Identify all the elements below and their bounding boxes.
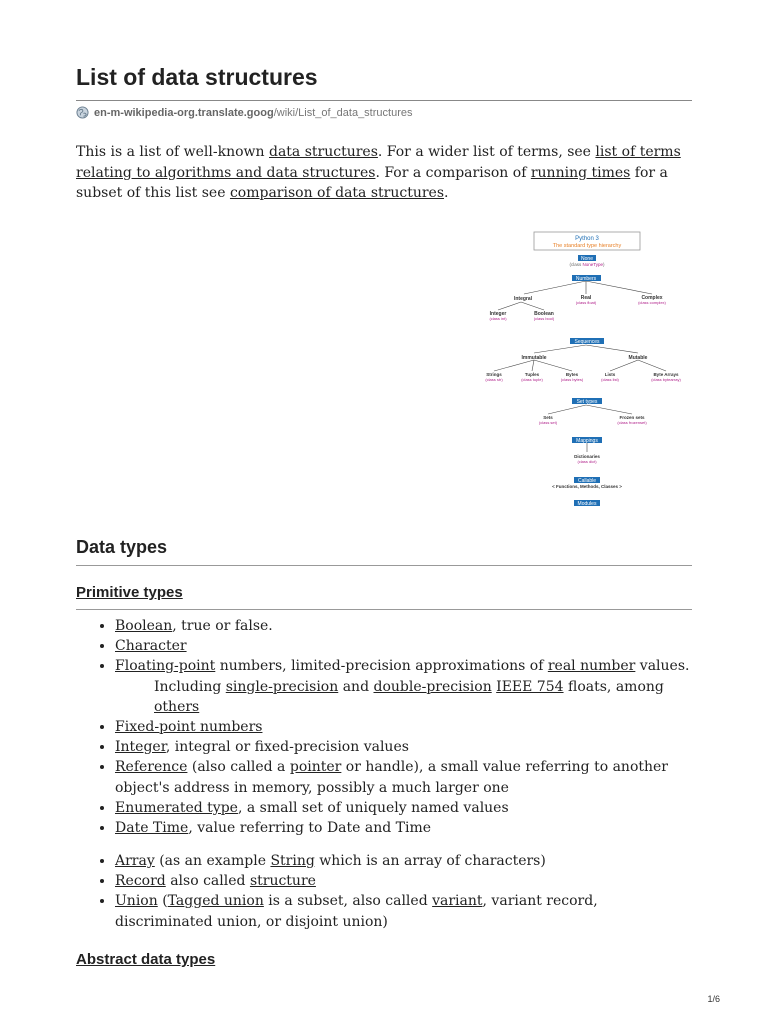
item-text: , a small set of uniquely named values <box>237 799 509 816</box>
item-text: , true or false. <box>172 618 273 634</box>
item-text: or handle), a small value referring to another object's address in memory, possibly a much larger one <box>115 759 668 796</box>
tagged-union-link[interactable]: Tagged union <box>167 893 264 910</box>
node-frozensets: Frozen sets <box>619 415 645 420</box>
node-sequences: Sequences <box>574 339 600 345</box>
boolean-link[interactable]: Boolean <box>115 618 173 634</box>
item-text: values. <box>635 658 690 675</box>
fixed-point-link[interactable]: Fixed-point numbers <box>115 719 263 736</box>
node-immutable: Immutable <box>521 355 547 361</box>
node-sets: Sets <box>543 415 553 420</box>
floating-point-link[interactable]: Floating-point <box>115 658 216 675</box>
item-text: Including <box>154 678 226 695</box>
primitive-types-list <box>76 616 692 838</box>
list-item <box>115 757 692 797</box>
enumerated-type-link[interactable]: Enumerated type <box>115 799 238 816</box>
globe-icon <box>76 106 89 119</box>
list-item <box>115 717 692 737</box>
node-none-class: (class NoneType) <box>569 262 605 267</box>
node-lists-class: (class list) <box>601 377 619 382</box>
node-integer: Integer <box>489 311 507 317</box>
page-title: List of data structures <box>76 64 318 90</box>
section-heading-data-types: Data types <box>76 537 168 557</box>
node-integral: Integral <box>513 296 533 302</box>
variant-link[interactable]: variant <box>432 893 483 910</box>
node-bytes: Bytes <box>565 372 579 377</box>
list-item <box>115 798 692 818</box>
item-text: (as an example <box>154 853 271 869</box>
subsection-divider <box>76 609 692 610</box>
page-number: 1/6 <box>707 994 720 1004</box>
node-strings: Strings <box>486 372 502 377</box>
character-link[interactable]: Character <box>115 638 187 655</box>
node-sets-class: (class set) <box>538 420 558 425</box>
node-bytearrays: Byte Arrays <box>653 372 679 377</box>
node-mutable: Mutable <box>628 355 648 361</box>
subsection-heading-abstract-data-types[interactable]: Abstract data types <box>76 951 216 968</box>
node-callable: Callable <box>577 478 597 484</box>
list-item <box>115 851 692 871</box>
node-frozensets-class: (class frozenset) <box>617 420 647 425</box>
node-lists: Lists <box>604 372 616 377</box>
list-of-terms-link[interactable]: list of terms relating to algorithms and data structures <box>76 144 681 181</box>
node-dictionaries-class: (class dict) <box>577 459 597 464</box>
node-real: Real <box>580 295 592 301</box>
data-structures-link[interactable]: data structures <box>269 144 378 160</box>
record-link[interactable]: Record <box>115 873 166 890</box>
reference-link[interactable]: Reference <box>115 759 188 776</box>
node-modules: Modules <box>577 501 597 507</box>
list-item <box>115 616 692 636</box>
node-dictionaries: Dictionaries <box>574 454 600 459</box>
item-text: also called <box>165 873 250 890</box>
list-item <box>115 737 692 757</box>
item-text: which is an array of characters) <box>314 853 546 869</box>
others-link[interactable]: others <box>154 698 200 715</box>
node-complex: Complex <box>641 295 663 301</box>
double-precision-link[interactable]: double-precision <box>373 678 492 695</box>
running-times-link[interactable]: running times <box>530 164 631 181</box>
node-tuples: Tuples <box>524 372 540 377</box>
intro-text: This is a list of well-known <box>76 144 269 160</box>
date-time-link[interactable]: Date Time <box>115 820 189 837</box>
intro-text: . For a wider list of terms, see <box>377 144 596 160</box>
item-text: , value referring to Date and Time <box>188 820 432 837</box>
node-tuples-class: (class tuple) <box>521 377 543 382</box>
node-complex-class: (class complex) <box>638 300 666 305</box>
array-link[interactable]: Array <box>115 853 155 869</box>
intro-text: for a subset of this list see <box>76 164 668 201</box>
intro-text: . For a comparison of <box>375 164 531 181</box>
real-number-link[interactable]: real number <box>547 658 636 675</box>
node-none: None <box>581 256 593 262</box>
item-continuation <box>115 677 692 717</box>
section-divider <box>76 565 692 566</box>
source-url[interactable] <box>76 106 412 119</box>
string-link[interactable]: String <box>270 853 315 869</box>
comparison-link[interactable]: comparison of data structures <box>229 185 445 201</box>
ieee-754-link[interactable]: IEEE 754 <box>496 678 564 695</box>
node-mappings: Mappings <box>576 438 598 444</box>
item-text: numbers, limited-precision approximations of <box>215 658 548 675</box>
single-precision-link[interactable]: single-precision <box>225 678 339 695</box>
item-text: (also called a <box>187 759 290 776</box>
list-item <box>115 636 692 656</box>
pointer-link[interactable]: pointer <box>289 759 342 776</box>
url-host: en-m-wikipedia-org.translate.goog <box>94 106 274 119</box>
item-text: , integral or fixed-precision values <box>165 739 409 756</box>
list-item <box>115 891 692 931</box>
node-strings-class: (class str) <box>485 377 503 382</box>
title-divider <box>76 100 692 101</box>
node-boolean: Boolean <box>534 311 554 317</box>
node-integer-class: (class int) <box>489 316 507 321</box>
structure-link[interactable]: structure <box>249 873 316 890</box>
diagram-subtitle: The standard type hierarchy <box>552 243 622 249</box>
subsection-heading-primitive-types[interactable]: Primitive types <box>76 584 183 601</box>
node-real-class: (class float) <box>575 300 597 305</box>
list-item <box>115 818 692 838</box>
node-settypes: Set types <box>576 399 598 405</box>
composite-types-list <box>76 851 692 932</box>
list-item <box>115 656 692 717</box>
node-boolean-class: (class bool) <box>533 316 555 321</box>
python-type-hierarchy-diagram <box>476 230 696 510</box>
item-text: floats, among <box>563 678 664 695</box>
url-path: /wiki/List_of_data_structures <box>273 106 413 119</box>
item-text: is a subset, also called <box>263 893 433 910</box>
integer-link[interactable]: Integer <box>115 739 166 756</box>
item-text: ( <box>157 893 168 910</box>
node-callable-desc: < Functions, Methods, Classes > <box>552 484 622 489</box>
node-bytearrays-class: (class bytearray) <box>651 377 681 382</box>
node-bytes-class: (class bytes) <box>560 377 584 382</box>
item-text: and <box>338 678 374 695</box>
union-link[interactable]: Union <box>115 893 158 910</box>
intro-paragraph <box>76 142 692 204</box>
list-item <box>115 871 692 891</box>
intro-text: . <box>444 185 449 201</box>
diagram-title: Python 3 <box>575 236 599 242</box>
item-text: , variant record, discriminated union, or disjoint union) <box>115 893 598 930</box>
node-numbers: Numbers <box>575 276 597 282</box>
